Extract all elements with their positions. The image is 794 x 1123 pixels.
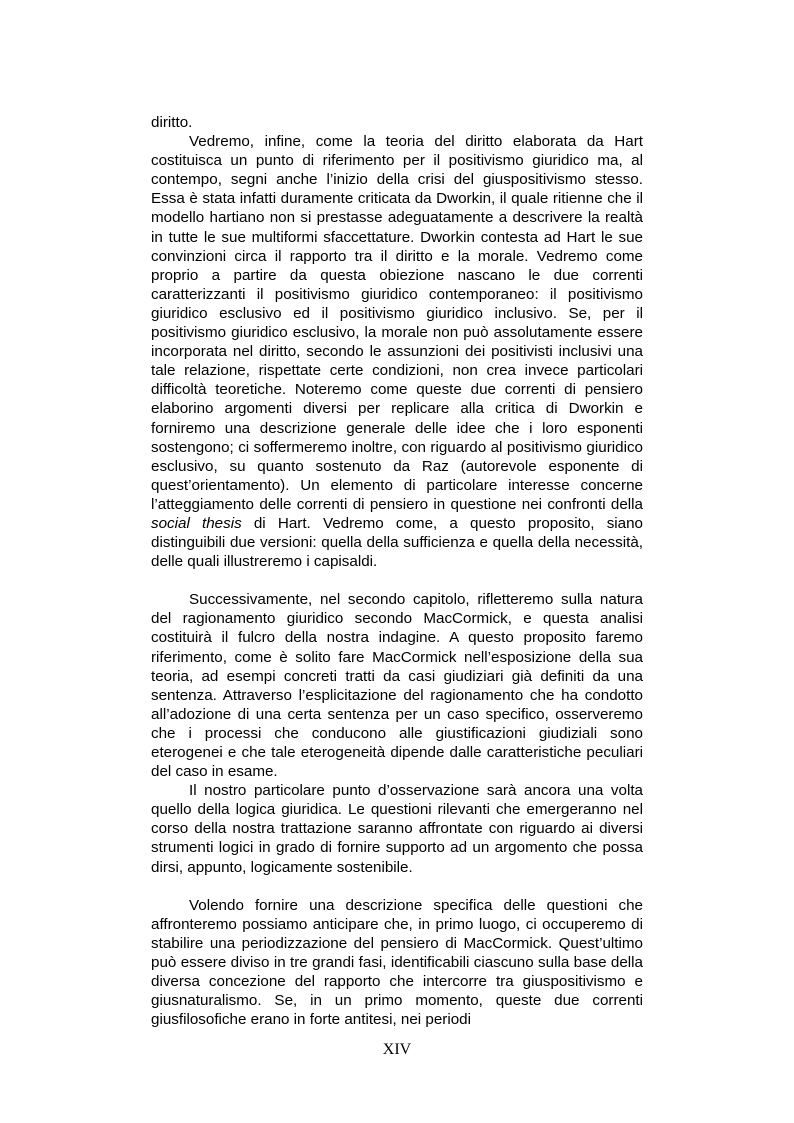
paragraph-text: Successivamente, nel secondo capitolo, rifletteremo sulla natura del ragionamento giuridico secondo MacCormick, e questa analisi costituirà il fulcro della nostra indagine. A questo proposito faremo riferimento, come è solito fare MacCormick nell’esposizione della sua teoria, ad esempi concreti tratti da casi giudiziari già definiti da una sentenza. Attraverso l’esplicitazione del ragionamento che ha condotto all’adozione di una certa sentenza per un caso specifico, osserveremo che i processi che conducono alle giustificazioni giudiziali sono eterogenei e che tale eterogeneità dipende dalle caratteristiche peculiari del caso in esame.: [151, 591, 643, 781]
page-number: XIV: [382, 1041, 412, 1058]
italic-term: social thesis: [151, 514, 242, 532]
body-text: [151, 113, 643, 1029]
paragraph-continuation: [151, 113, 643, 132]
paragraph-text: diritto.: [151, 114, 193, 131]
paragraph-text: Volendo fornire una descrizione specifica delle questioni che affronteremo possiamo anticipare che, in primo luogo, ci occuperemo di stabilire una periodizzazione del pensiero di MacCormick. Quest’ultimo può essere diviso in tre grandi fasi, identificabili ciascuno sulla base della diversa concezione del rapporto che intercorre tra giuspositivismo e giusnaturalismo. Se, in un primo momento, queste due correnti giusfilosofiche erano in forte antitesi, nei periodi: [151, 896, 643, 1029]
paragraph-text: Vedremo, infine, come la teoria del diritto elaborata da Hart costituisca un punto di riferimento per il positivismo giuridico ma, al contempo, segni anche l’inizio della crisi del giuspositivismo stesso. Essa è stata infatti duramente criticata da Dworkin, il quale ritienne che il modello hartiano non si prestasse adeguatamente a descrivere la realtà in tutte le sue multiformi sfaccettature. Dworkin contesta ad Hart le sue convinzioni circa il rapporto tra il diritto e la morale. Vedremo come proprio a partire da questa obiezione nascano le due correnti caratterizzanti il positivismo giuridico contemporaneo: il positivismo giuridico esclusivo ed il positivismo giuridico inclusivo. Se, per il positivismo giuridico esclusivo, la morale non può assolutamente essere incorporata nel diritto, secondo le assunzioni dei positivisti inclusivi una tale relazione, rispettate certe condizioni, non crea invece particolari difficoltà teoretiche. Noteremo come queste due correnti di pensiero elaborino argomenti diversi per replicare alla critica di Dworkin e forniremo una descrizione generale delle idee che i loro esponenti sostengono; ci soffermeremo inoltre, con riguardo al positivismo giuridico esclusivo, su quanto sostenuto da Raz (autorevole esponente di quest’orientamento). Un elemento di particolare interesse concerne l’atteggiamento delle correnti di pensiero in questione nei confronti della: [151, 133, 643, 513]
paragraph-text-continued: di Hart. Vedremo come, a questo proposito, siano distinguibili due versioni: quella della sufficienza e quella della necessità, delle quali illustreremo i capisaldi.: [151, 514, 643, 571]
paragraph-text: Il nostro particolare punto d’osservazione sarà ancora una volta quello della logica giuridica. Le questioni rilevanti che emergeranno nel corso della nostra trattazione saranno affrontate con riguardo ai diversi strumenti logici in grado di fornire supporto ad un argomento che possa dirsi, appunto, logicamente sostenibile.: [151, 782, 643, 876]
paragraph-logic: [151, 781, 643, 876]
paragraph-hart-dworkin: [151, 132, 643, 571]
paragraph-second-chapter: [151, 590, 643, 781]
paragraph-periodization: [151, 896, 643, 1030]
